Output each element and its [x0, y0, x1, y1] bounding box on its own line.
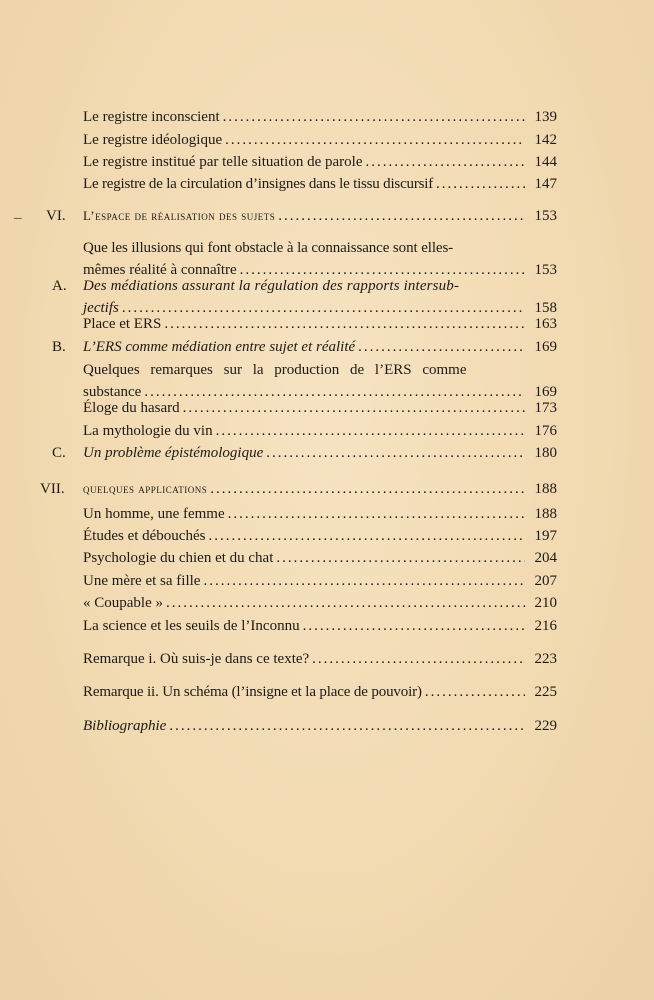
toc-entry	[83, 173, 557, 195]
page-number: 153	[534, 208, 557, 224]
dot-leader	[164, 313, 525, 335]
entry-title: Le registre idéologique	[83, 132, 223, 148]
dot-leader	[266, 442, 525, 464]
page-number: 216	[534, 618, 557, 634]
dot-leader	[366, 151, 526, 173]
toc-entry	[83, 420, 557, 442]
entry-title: Place et ERS	[83, 316, 162, 332]
section-number: VI.	[46, 208, 66, 224]
page-number: 139	[534, 109, 557, 125]
dot-leader	[210, 478, 525, 500]
entry-title: Remarque i. Où suis-je dans ce texte?	[83, 651, 310, 667]
page-number: 225	[534, 684, 557, 700]
dot-leader	[225, 129, 525, 151]
page-number: 153	[534, 262, 557, 278]
dot-leader	[228, 503, 525, 525]
page-number: 188	[534, 506, 557, 522]
entry-title: Un homme, une femme	[83, 506, 225, 522]
page-number: 169	[534, 339, 557, 355]
entry-title: Un problème épistémologique	[83, 445, 264, 461]
section-number: VII.	[40, 481, 65, 497]
page-number: 229	[534, 718, 557, 734]
entry-title: Éloge du hasard	[83, 400, 180, 416]
page-number: 210	[534, 595, 557, 611]
dot-leader	[166, 592, 525, 614]
page-number: 197	[534, 528, 557, 544]
dot-leader	[183, 397, 525, 419]
page-number: 158	[534, 300, 557, 316]
subsection-letter: B.	[52, 339, 66, 355]
margin-mark: –	[14, 210, 22, 226]
entry-title: « Coupable »	[83, 595, 163, 611]
entry-title: Le registre institué par telle situation de parole	[83, 154, 363, 170]
entry-title-line: Que les illusions qui font obstacle à la connaissance sont elles-	[83, 240, 454, 256]
entry-title-line: substance	[83, 384, 142, 400]
toc-entry	[83, 615, 557, 637]
dot-leader	[278, 205, 525, 227]
page-number: 144	[534, 154, 557, 170]
dot-leader	[276, 547, 525, 569]
entry-title: Le registre de la circulation d’insignes dans le tissu discursif	[83, 176, 434, 192]
toc-entry	[83, 397, 557, 419]
toc-entry	[83, 570, 557, 592]
page-number: 142	[534, 132, 557, 148]
entry-title: La science et les seuils de l’Inconnu	[83, 618, 300, 634]
dot-leader	[425, 681, 525, 703]
subsection-letter: C.	[52, 445, 66, 461]
toc-entry	[83, 525, 557, 547]
toc-entry	[83, 313, 557, 335]
entry-title: Une mère et sa fille	[83, 573, 201, 589]
dot-leader	[436, 173, 525, 195]
entry-title: Psychologie du chien et du chat	[83, 550, 274, 566]
toc-entry	[83, 648, 557, 670]
toc-entry	[83, 129, 557, 151]
entry-title-line: Des médiations assurant la régulation des rapports intersub-	[83, 278, 460, 294]
toc-entry	[83, 681, 557, 703]
toc-entry	[83, 715, 557, 737]
page-number: 223	[534, 651, 557, 667]
entry-title: Le registre inconscient	[83, 109, 220, 125]
entry-title: L’espace de réalisation des sujets	[83, 208, 276, 223]
toc-entry	[83, 106, 557, 128]
entry-title: quelques applications	[83, 481, 208, 496]
dot-leader	[303, 615, 525, 637]
page-number: 207	[534, 573, 557, 589]
page-number: 173	[534, 400, 557, 416]
page-number: 176	[534, 423, 557, 439]
dot-leader	[312, 648, 525, 670]
dot-leader	[203, 570, 525, 592]
toc-section-heading	[83, 205, 557, 227]
toc-entry	[83, 442, 557, 464]
dot-leader	[169, 715, 525, 737]
page-number: 204	[534, 550, 557, 566]
entry-title: Bibliographie	[83, 718, 167, 734]
dot-leader	[358, 336, 525, 358]
entry-title: Études et débouchés	[83, 528, 206, 544]
dot-leader	[223, 106, 525, 128]
toc-entry	[83, 336, 557, 358]
dot-leader	[216, 420, 525, 442]
page-number: 169	[534, 384, 557, 400]
entry-title-line: Quelques remarques sur la production de l’ERS comme	[83, 362, 467, 378]
toc-entry	[83, 151, 557, 173]
page-number: 163	[534, 316, 557, 332]
dot-leader	[208, 525, 525, 547]
entry-title-line: mêmes réalité à connaître	[83, 262, 237, 278]
toc-section-heading	[83, 478, 557, 500]
page-number: 147	[534, 176, 557, 192]
page-number: 180	[534, 445, 557, 461]
toc-entry	[83, 547, 557, 569]
entry-title: Remarque ii. Un schéma (l’insigne et la place de pouvoir)	[83, 684, 422, 700]
entry-title: L’ERS comme médiation entre sujet et réalité	[83, 339, 356, 355]
toc-entry	[83, 503, 557, 525]
subsection-letter: A.	[52, 278, 67, 294]
entry-title-line: jectifs	[83, 300, 119, 316]
page-number: 188	[534, 481, 557, 497]
entry-title: La mythologie du vin	[83, 423, 213, 439]
toc-entry	[83, 592, 557, 614]
